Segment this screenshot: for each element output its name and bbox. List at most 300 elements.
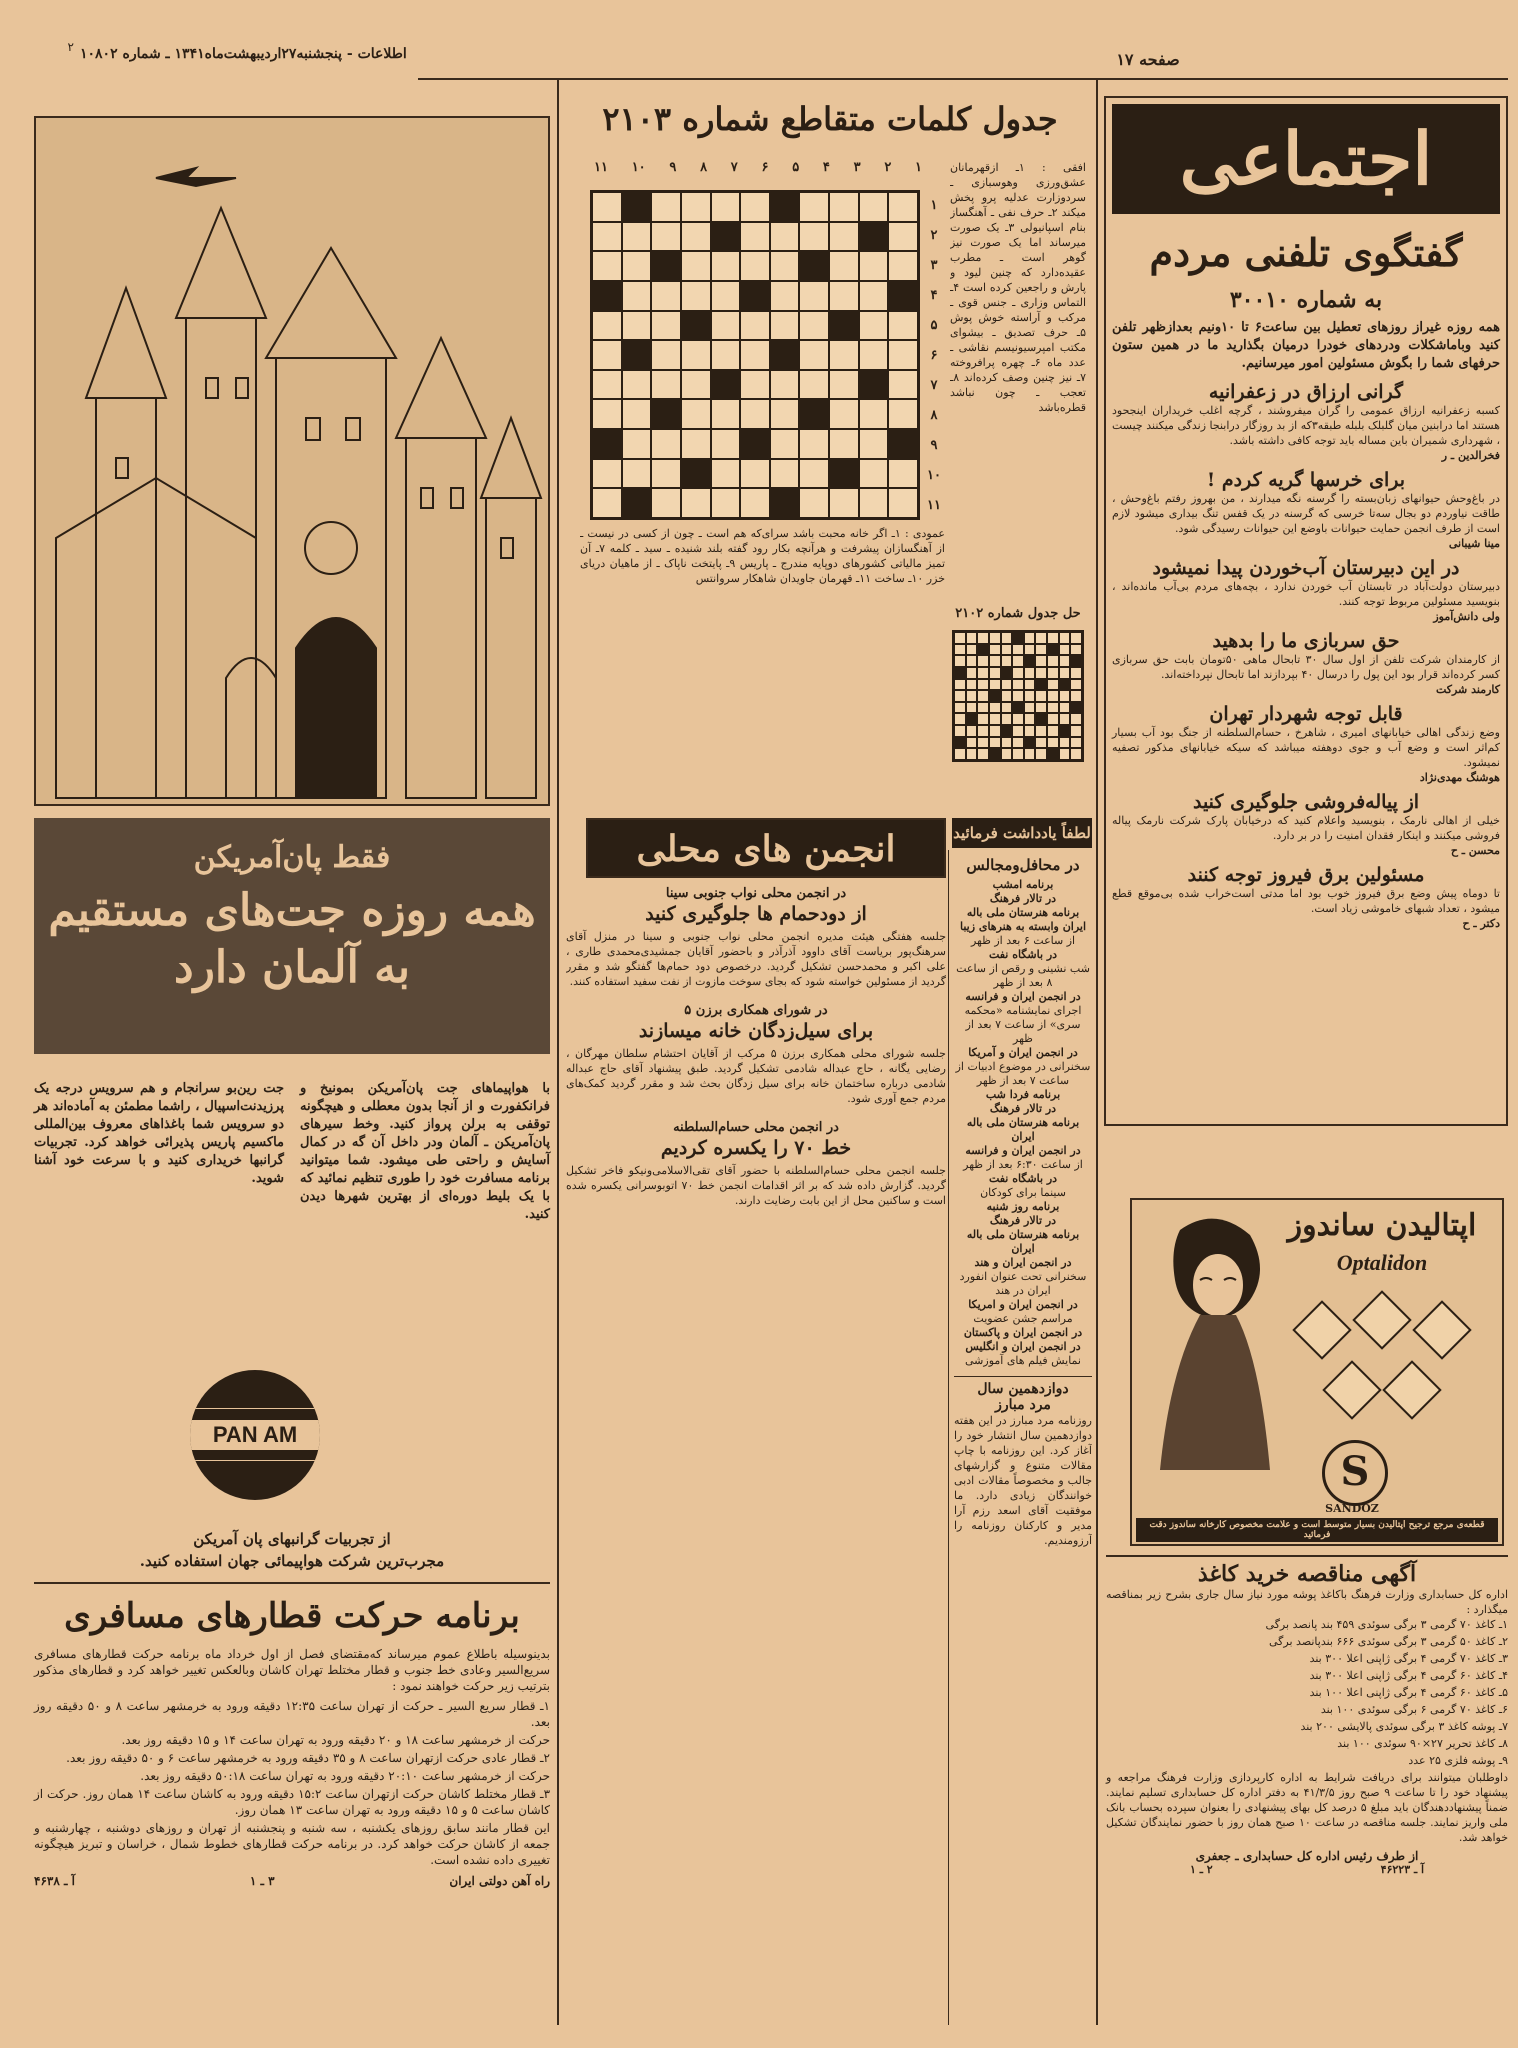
panam-headline-2: همه روزه جت‌های مستقیم <box>48 885 536 936</box>
crossword-cell <box>799 192 829 222</box>
crossword-cell <box>888 429 918 459</box>
crossword-cell <box>622 459 652 489</box>
crossword-cell <box>622 370 652 400</box>
panam-slogan-1: از تجربیات گرانبهای پان آمریکن <box>193 1530 391 1548</box>
crossword-cell <box>966 702 978 714</box>
crossword-cell <box>989 667 1001 679</box>
crossword-cell <box>1059 690 1071 702</box>
train-item: ۱ـ قطار سریع السیر ـ حرکت از تهران ساعت ۱۲:۳۵ دقیقه ورود به خرمشهر ساعت ۸ و ۵۰ دقیقه روز بعد. <box>34 1699 550 1729</box>
crossword-cell <box>954 748 966 760</box>
crossword-cell <box>651 340 681 370</box>
crossword-cell <box>859 311 889 341</box>
article-title: خط ۷۰ را یکسره کردیم <box>660 1137 852 1159</box>
crossword-cell <box>1001 737 1013 749</box>
event-line: در انجمن ایران و آمریکا <box>968 1046 1078 1059</box>
crossword-cell <box>966 644 978 656</box>
crossword-cell <box>1001 690 1013 702</box>
social-phone-line: به شماره ۳۰۰۱۰ <box>1229 287 1383 313</box>
crossword-cell <box>740 459 770 489</box>
events-column <box>954 856 1092 2026</box>
event-line: در انجمن ایران و هند <box>974 1256 1072 1269</box>
crossword-cell <box>681 399 711 429</box>
crossword-cell <box>989 702 1001 714</box>
crossword-cell <box>989 644 1001 656</box>
crossword-cell <box>989 748 1001 760</box>
crossword-cell <box>770 370 800 400</box>
crossword-cell <box>1070 632 1082 644</box>
events-title: در محافل‌ومجالس <box>966 856 1080 874</box>
crossword-cell <box>1047 667 1059 679</box>
crossword-cell <box>622 192 652 222</box>
train-signature: راه آهن دولتی ایران <box>449 1874 550 1888</box>
crossword-cell <box>740 192 770 222</box>
event-line: در تالار فرهنگ <box>989 1214 1057 1227</box>
row-number: ۴ <box>930 287 938 303</box>
social-section <box>1104 96 1508 1126</box>
row-number: ۱ <box>930 197 938 213</box>
crossword-cell <box>681 281 711 311</box>
social-item <box>1112 791 1500 858</box>
crossword-cell <box>1001 725 1013 737</box>
crossword-title: جدول کلمات متقاطع شماره ۲۱۰۳ <box>602 100 1058 138</box>
crossword-cell <box>1035 655 1047 667</box>
crossword-cell <box>1001 679 1013 691</box>
tablet-diamonds-graphic <box>1282 1290 1492 1450</box>
social-item-title: مسئولین برق فیروز توجه کنند <box>1187 864 1425 886</box>
crossword-cell <box>740 222 770 252</box>
crossword-cell <box>1035 725 1047 737</box>
crossword-cell <box>1035 667 1047 679</box>
crossword-cell <box>711 192 741 222</box>
crossword-cell <box>966 748 978 760</box>
event-line: سینما برای کودکان <box>980 1186 1066 1199</box>
tender-item: ۶ـ کاغذ ۷۰ گرمی ۶ برگی سوئدی ۱۰۰ بند <box>1320 1703 1508 1716</box>
crossword-cell <box>1012 690 1024 702</box>
crossword-cell <box>799 340 829 370</box>
tender-item: ۸ـ کاغذ تحریر ۲۷×۹۰ سوئدی ۱۰۰ بند <box>1337 1737 1508 1750</box>
crossword-cell <box>1070 690 1082 702</box>
crossword-cell <box>1012 632 1024 644</box>
reminder-box: لطفاً یادداشت فرمائید <box>952 818 1092 848</box>
social-item <box>1112 469 1500 551</box>
crossword-cell <box>829 488 859 518</box>
crossword-cell <box>1035 748 1047 760</box>
crossword-cell <box>592 340 622 370</box>
crossword-cell <box>740 311 770 341</box>
crossword-cell <box>1001 702 1013 714</box>
event-line: اجرای نمایشنامه «محکمه سری» از ساعت ۷ بعد از ظهر <box>964 1004 1082 1045</box>
crossword-cell <box>1059 713 1071 725</box>
crossword-cell <box>1047 725 1059 737</box>
tender-item: ۷ـ پوشه کاغذ ۳ برگی سوئدی پالایشی ۲۰۰ بند <box>1300 1720 1508 1733</box>
crossword-cell <box>1024 702 1036 714</box>
crossword-cell <box>966 667 978 679</box>
crossword-cell <box>829 251 859 281</box>
page-label: صفحه ۱۷ <box>1116 50 1180 69</box>
tender-title: آگهی مناقصه خرید کاغذ <box>1197 1561 1417 1587</box>
crossword-cell <box>651 311 681 341</box>
crossword-cell <box>1035 690 1047 702</box>
tender-item: ۹ـ پوشه فلزی ۲۵ عدد <box>1408 1754 1508 1767</box>
crossword-cell <box>651 429 681 459</box>
panam-headline-3: به آلمان دارد <box>174 942 410 993</box>
crossword-cell <box>740 399 770 429</box>
crossword-cell <box>799 251 829 281</box>
crossword-cell <box>829 311 859 341</box>
tender-signature: از طرف رئیس اداره کل حسابداری ـ جعفری <box>1195 1849 1419 1863</box>
crossword-cell <box>740 281 770 311</box>
crossword-cell <box>592 399 622 429</box>
crossword-cell <box>954 667 966 679</box>
event-line: شب نشینی و رقص از ساعت ۸ بعد از ظهر <box>956 962 1090 989</box>
col-number: ۲ <box>884 160 892 175</box>
issue-line: اطلاعات - پنجشنبه۲۷اردیبهشت‌ماه۱۳۴۱ ـ شماره ۱۰۸۰۲ <box>80 46 407 62</box>
crossword-cell <box>1012 644 1024 656</box>
crossword-cell <box>977 737 989 749</box>
crossword-cell <box>592 192 622 222</box>
crossword-cell <box>888 192 918 222</box>
solution-grid <box>952 630 1084 762</box>
tender-body: داوطلبان میتوانند برای دریافت شرایط به اداره کارپردازی وزارت فرهنگ مراجعه و پیشنهاد خود را تا ساعت ۹ صبح روز ۴۱/۳/۵ به دفتر اداره کل حسابداری تسلیم نمایند. ضمناً پیشنهاددهندگان باید مبلغ ۵ درصد کل بهای پیشنهادی را بعنوان سپرده بحساب بانک ملی واریز نمایند. جلسه مناقصه در ساعت ۱۰ صبح همان روز با حضور نمایندگان تشکیل خواهد شد. <box>1106 1771 1508 1844</box>
crossword-cell <box>711 222 741 252</box>
crossword-cell <box>681 192 711 222</box>
crossword-cell <box>1024 737 1036 749</box>
crossword-cell <box>622 429 652 459</box>
row-number: ۳ <box>930 257 938 273</box>
castle-illustration-ad <box>34 116 550 806</box>
train-note: این قطار مانند سابق روزهای یکشنبه ، سه شنبه و پنجشنبه از تهران و روزهای دوشنبه ، چهارشنبه و جمعه از کاشان حرکت خواهد کرد. در برنامه حرکت قطارهای خطوط شمال ، خراسان و تبریز هیچگونه تغییری داده نشده است. <box>34 1821 550 1867</box>
crossword-cell <box>859 340 889 370</box>
crossword-cell <box>622 222 652 252</box>
panam-slogan-2: مجرب‌ترین شرکت هواپیمائی جهان استفاده کنید. <box>139 1552 445 1570</box>
anjoman-article <box>566 1120 946 1208</box>
crossword-cell <box>966 655 978 667</box>
crossword-cell <box>1024 725 1036 737</box>
social-item-author: دکتر ـ ح <box>1462 917 1500 930</box>
crossword-cell <box>1035 713 1047 725</box>
crossword-cell <box>989 690 1001 702</box>
crossword-cell <box>859 370 889 400</box>
crossword-cell <box>711 340 741 370</box>
crossword-cell <box>1001 655 1013 667</box>
crossword-cell <box>1012 725 1024 737</box>
crossword-cell <box>954 655 966 667</box>
crossword-cell <box>770 311 800 341</box>
crossword-cell <box>888 251 918 281</box>
crossword-cell <box>989 632 1001 644</box>
crossword-cell <box>888 370 918 400</box>
social-items <box>1112 381 1500 931</box>
anniversary-body: روزنامه مرد مبارز در این هفته دوازدهمین سال انتشار خود را آغاز کرد. این روزنامه با چاپ مقالات متنوع و گزارشهای جالب و مخصوصاً مقالات ادبی خوانندگان زیادی دارد. ما موفقیت آقای اسعد رزم آرا مدیر و کارکنان روزنامه را آرزومندیم. <box>954 1414 1092 1547</box>
crossword-cell <box>1024 655 1036 667</box>
event-line: در تالار فرهنگ <box>989 1102 1057 1115</box>
train-code2: ۳ ـ ۱ <box>249 1874 275 1888</box>
crossword-cell <box>1070 748 1082 760</box>
woman-illustration <box>1140 1210 1290 1480</box>
crossword-cell <box>989 655 1001 667</box>
crossword-cell <box>888 311 918 341</box>
social-item-body: تا دوماه پیش وضع برق فیروز خوب بود اما مدتی است‌خراب شده بی‌موقع قطع میشود ، تعداد شبهای خاموشی زیاد است. <box>1112 887 1500 915</box>
castle-drawing <box>36 118 548 804</box>
social-item-title: گرانی ارزاق در زعفرانیه <box>1208 381 1404 403</box>
crossword-cell <box>1012 655 1024 667</box>
crossword-cell <box>799 459 829 489</box>
row-number: ۱۰ <box>927 467 941 483</box>
crossword-cell <box>1001 644 1013 656</box>
social-item-body: دبیرستان دولت‌آباد در تابستان آب خوردن ندارد ، بچه‌های مردم بی‌آب مانده‌اند ، بنویسید مسئولین مربوط توجه کنند. <box>1112 580 1500 608</box>
social-item <box>1112 630 1500 697</box>
event-line: در انجمن ایران و انگلیس <box>965 1340 1081 1353</box>
tender-code: آ ـ ۴۶۲۲۳ <box>1380 1863 1425 1876</box>
crossword-cell <box>829 370 859 400</box>
crossword-cell <box>954 713 966 725</box>
event-line: سخنرانی تحت عنوان انفورد ایران در هند <box>959 1270 1087 1297</box>
crossword-cell <box>1070 655 1082 667</box>
crossword-cell <box>681 370 711 400</box>
crossword-cell <box>1059 667 1071 679</box>
crossword-cell <box>1047 655 1059 667</box>
social-item-body: کسبه زعفرانیه ارزاق عمومی را گران میفروشند ، گرچه اغلب خریداران اینجحود هستند اما درابنین میان گلبلک بلبله طبقه۳که از بد روزگار درابنجا زندگی میکنند چیست ، شهرداری شمیران باین مساله باید توجه کافی داشته باشد. <box>1112 404 1500 447</box>
row-number: ۷ <box>930 377 938 393</box>
crossword-cell <box>977 644 989 656</box>
col-number: ۵ <box>792 160 800 175</box>
panam-logo <box>190 1370 320 1500</box>
crossword-cell <box>954 702 966 714</box>
crossword-cell <box>799 429 829 459</box>
crossword-cell <box>1059 737 1071 749</box>
crossword-cell <box>1001 713 1013 725</box>
crossword-cell <box>989 713 1001 725</box>
crossword-cell <box>888 281 918 311</box>
train-items <box>34 1698 550 1818</box>
event-line: در باشگاه نفت <box>988 1172 1058 1185</box>
crossword-cell <box>859 399 889 429</box>
crossword-cell <box>977 702 989 714</box>
event-line: در انجمن ایران و فرانسه <box>965 1144 1081 1157</box>
crossword-cell <box>1047 737 1059 749</box>
social-item <box>1112 864 1500 931</box>
crossword-cell <box>1059 748 1071 760</box>
crossword-cell <box>770 488 800 518</box>
crossword-cell <box>592 459 622 489</box>
row-number: ۶ <box>930 347 938 363</box>
col-number: ۷ <box>730 160 738 175</box>
train-item: حرکت از خرمشهر ساعت ۱۸ و ۲۰ دقیقه ورود به تهران ساعت ۱۴ و ۱۵ دقیقه روز بعد. <box>121 1733 550 1747</box>
crossword-cell <box>651 488 681 518</box>
crossword-cell <box>1070 702 1082 714</box>
crossword-cell <box>592 222 622 252</box>
crossword-cell <box>711 429 741 459</box>
anniversary-title: دوازدهمین سال <box>977 1381 1069 1397</box>
crossword-cell <box>1047 679 1059 691</box>
crossword-cell <box>1059 632 1071 644</box>
event-line: در باشگاه نفت <box>988 948 1058 961</box>
col-number: ۱۱ <box>594 160 608 175</box>
social-item <box>1112 381 1500 463</box>
crossword-cell <box>711 370 741 400</box>
social-item-title: از پیاله‌فروشی جلوگیری کنید <box>1192 791 1420 813</box>
row-number: ۸ <box>930 407 938 423</box>
crossword-cell <box>1047 702 1059 714</box>
social-item-body: خیلی از اهالی نارمک ، بنویسید واعلام کنید که درخیابان پارک شرکت نارمک پیاله فروشی میکنند و اینکار فقدان امنیت را در بر دارد. <box>1112 814 1500 842</box>
social-item-author: ولی دانش‌آموز <box>1433 610 1500 623</box>
crossword-cell <box>651 399 681 429</box>
crossword-cell <box>954 679 966 691</box>
crossword-cell <box>592 370 622 400</box>
optalidon-footer: قطعه‌ی مرجع ترجیح اپتالیدن بسیار متوسط است و علامت مخصوص کارخانه ساندوز دقت فرمائید <box>1136 1518 1498 1542</box>
crossword-cell <box>989 737 1001 749</box>
crossword-cell <box>1035 737 1047 749</box>
crossword-cell <box>770 459 800 489</box>
crossword-cell <box>740 488 770 518</box>
train-item: حرکت از خرمشهر ساعت ۲۰:۱۰ دقیقه ورود به تهران ساعت ۵۰:۱۸ دقیقه روز بعد. <box>140 1769 550 1783</box>
crossword-cell <box>592 429 622 459</box>
crossword-cell <box>1001 632 1013 644</box>
panam-col1: با هواپیماهای جت پان‌آمریکن بمونیخ و فرانکفورت و از آنجا بدون معطلی و هیچگونه توقفی به برلن پرواز کنید. وخط سیرهای پان‌آمریکن ـ آلمان ودر داخل آن گه در کمال آسایش و راحتی طی میشود. شما میتوانید برنامه مسافرت خود را طوری تنظیم نمائید که با یک بلیط دوره‌ای از بهترین شهرها دیدن کنید. <box>300 1081 550 1222</box>
crossword-grid <box>590 190 920 520</box>
col-number: ۱ <box>915 160 922 175</box>
crossword-cell <box>966 737 978 749</box>
anjoman-banner-text: انجمن های محلی <box>636 828 896 870</box>
crossword-cell <box>1024 679 1036 691</box>
social-item-body: از کارمندان شرکت تلفن از اول سال ۳۰ تابحال ماهی ۵۰تومان بابت حق سربازی کسر کرده‌اند قرار بود این پول را درسال ۴۰ بپردازند اما تابحال نپرداخته‌اند. <box>1112 653 1500 681</box>
crossword-col-numbers <box>594 160 922 175</box>
social-item-title: برای خرسها گریه کردم ! <box>1206 469 1406 491</box>
crossword-cell <box>977 667 989 679</box>
social-subtitle: گفتگوی تلفنی مردم <box>1149 230 1463 275</box>
crossword-cell <box>977 748 989 760</box>
crossword-cell <box>740 370 770 400</box>
anjoman-article <box>566 886 946 989</box>
crossword-cell <box>1070 667 1082 679</box>
crossword-cell <box>770 429 800 459</box>
crossword-cell <box>829 222 859 252</box>
crossword-cell <box>977 679 989 691</box>
crossword-cell <box>1035 644 1047 656</box>
optalidon-ad <box>1130 1198 1504 1546</box>
crossword-cell <box>622 488 652 518</box>
crossword-cell <box>829 340 859 370</box>
crossword-cell <box>966 632 978 644</box>
crossword-cell <box>1059 644 1071 656</box>
tender-item: ۱ـ کاغذ ۷۰ گرمی ۳ برگی سوئدی ۴۵۹ بند پانصد برگی <box>1265 1618 1508 1631</box>
crossword-cell <box>1001 748 1013 760</box>
crossword-cell <box>622 251 652 281</box>
social-item-author: محسن ـ ح <box>1450 844 1500 857</box>
crossword-cell <box>859 251 889 281</box>
crossword-cell <box>592 488 622 518</box>
article-title: از دودحمام ها جلوگیری کنید <box>645 903 867 925</box>
col-number: ۹ <box>669 160 677 175</box>
social-item-body: وضع زندگی اهالی خیابانهای امیری ، شاهرخ ، حسام‌السلطنه از جنگ بود آب بسیار کم‌اثر است و وضع آب و جوی دوهفته میباشد که سیکه خیابانهای مذکور تصفیه نمیشود. <box>1112 726 1500 769</box>
crossword-cell <box>989 725 1001 737</box>
train-schedule <box>34 1592 550 2022</box>
crossword-cell <box>651 222 681 252</box>
crossword-cell <box>1035 632 1047 644</box>
crossword-cell <box>1012 667 1024 679</box>
anjoman-banner <box>586 818 946 878</box>
crossword-cell <box>1024 667 1036 679</box>
crossword-cell <box>681 340 711 370</box>
crossword-cell <box>592 281 622 311</box>
crossword-cell <box>681 311 711 341</box>
crossword-cell <box>622 281 652 311</box>
crossword-cell <box>859 222 889 252</box>
event-line: برنامه هنرستان ملی باله ایران <box>966 1228 1080 1255</box>
crossword-cell <box>1035 702 1047 714</box>
crossword-cell <box>966 725 978 737</box>
event-line: از ساعت ۶:۳۰ بعد از ظهر <box>963 1158 1083 1171</box>
article-body: جلسه شورای محلی همکاری برزن ۵ مرکب از آقایان احتشام سلطان مهرگان ، رضایی یگانه ، حاج عبداله شادمی تشکیل گردید. طبق پیشنهاد آقای حاج عبداله شادمی درباره ساختمان خانه برای سیل زدگان بحث شد و مقرر گردید کمک‌های مردم جمع آوری شود. <box>566 1047 946 1105</box>
crossword-cell <box>1024 748 1036 760</box>
event-line: در انجمن ایران و امریکا <box>968 1298 1078 1311</box>
event-line: در انجمن ایران و پاکستان <box>963 1326 1083 1339</box>
crossword-cell <box>622 311 652 341</box>
col-number: ۸ <box>700 160 708 175</box>
social-item-body: در باغ‌وحش حیوانهای زبان‌بسته را گرسنه نگه میدارند ، من بهروز رفتم باغ‌وحش ، طاقت نیاوردم دو بجال سه‌تا خرسی که گرسنه در یک قفس تنگ بیداری میشود لازم است از طرف انجمن حمایت حیوانات باوضع این حیوانات رسیدگی شود. <box>1112 492 1500 535</box>
anniversary-subtitle: مرد مبارز <box>995 1397 1051 1413</box>
article-kicker: در انجمن محلی حسام‌السلطنه <box>673 1120 839 1135</box>
crossword-cell <box>1024 713 1036 725</box>
crossword-cell <box>859 429 889 459</box>
crossword-cell <box>954 690 966 702</box>
crossword-cell <box>1047 713 1059 725</box>
crossword-cell <box>592 311 622 341</box>
crossword-cell <box>1012 679 1024 691</box>
tender-item: ۵ـ کاغذ ۶۰ گرمی ۴ برگی ژاپنی اعلا ۱۰۰ بند <box>1309 1686 1508 1699</box>
article-body: جلسه هفتگی هیئت مدیره انجمن محلی نواب جنوبی و سینا در منزل آقای سرهنگ‌پور بریاست آقای داوود آذرآذر و باحضور آقایان جمشیدی‌محمدی طاری ، علی اکبر و محمدحسن تشکیل گردید. درخصوص دود حمام‌ها گفتگو شد و مقرر گردید از مسئولین خواسته شود که بجای سوخت مازوت از نفت سفید استفاده کنند. <box>566 930 946 988</box>
corner-number: ۲ <box>67 40 74 54</box>
social-item-title: حق سربازی ما را بدهید <box>1212 630 1400 652</box>
panam-headline-box <box>34 818 550 1054</box>
optalidon-name-en: Optalidon <box>1336 1250 1428 1275</box>
solution-title: حل جدول شماره ۲۱۰۲ <box>955 606 1081 621</box>
crossword-cell <box>1012 748 1024 760</box>
crossword-cell <box>1059 725 1071 737</box>
crossword-cell <box>651 251 681 281</box>
row-number: ۲ <box>930 227 938 243</box>
crossword-cell <box>1070 644 1082 656</box>
col-number: ۳ <box>853 160 861 175</box>
crossword-cell <box>1012 713 1024 725</box>
crossword-cell <box>989 679 1001 691</box>
crossword-cell <box>740 429 770 459</box>
crossword-cell <box>799 488 829 518</box>
article-title: برای سیل‌زدگان خانه میسازند <box>638 1020 874 1042</box>
crossword-cell <box>681 222 711 252</box>
crossword-cell <box>711 399 741 429</box>
crossword-cell <box>799 311 829 341</box>
social-item <box>1112 557 1500 624</box>
crossword-cell <box>954 725 966 737</box>
crossword-cell <box>1035 679 1047 691</box>
crossword-cell <box>977 725 989 737</box>
crossword-cell <box>681 488 711 518</box>
tender-item: ۴ـ کاغذ ۶۰ گرمی ۴ برگی ژاپنی اعلا ۳۰۰ بند <box>1309 1669 1508 1682</box>
crossword-cell <box>977 713 989 725</box>
crossword-cell <box>592 251 622 281</box>
event-line: در انجمن ایران و فرانسه <box>965 990 1081 1003</box>
panam-logo-text: PAN AM <box>190 1420 320 1450</box>
crossword-cell <box>1059 679 1071 691</box>
crossword-cell <box>770 399 800 429</box>
crossword-cell <box>966 690 978 702</box>
crossword-cell <box>1070 725 1082 737</box>
crossword-cell <box>977 655 989 667</box>
crossword-cell <box>1070 679 1082 691</box>
sandoz-logo: S <box>1322 1440 1388 1506</box>
crossword-cell <box>859 488 889 518</box>
